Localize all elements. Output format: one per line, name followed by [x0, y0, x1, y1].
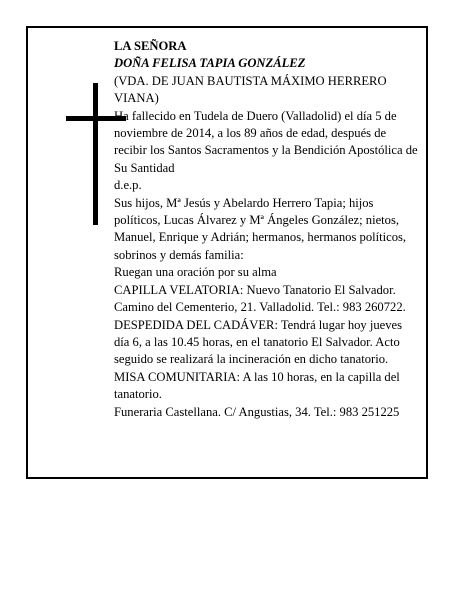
funeral-home-info: Funeraria Castellana. C/ Angustias, 34. Tel.: 983 251225 [114, 404, 400, 419]
cross-vertical-bar [93, 83, 98, 225]
farewell-info: DESPEDIDA DEL CADÁVER: Tendrá lugar hoy jueves día 6, a las 10.45 horas, en el tanatorio El Salvador. Acto seguido se realizará la incineración en dicho tanatorio. [114, 317, 403, 367]
notice-heading: LA SEÑORA [114, 39, 187, 53]
prayer-request: Ruegan una oración por su alma [114, 265, 277, 280]
death-announcement: Ha fallecido en Tudela de Duero (Valladolid) el día 5 de noviembre de 2014, a los 89 años de edad, después de recibir los Santos Sacramentos y la Bendición Apostólica de Su Santidad [114, 108, 418, 175]
deceased-name: DOÑA FELISA TAPIA GONZÁLEZ [114, 56, 306, 71]
rip-text: d.e.p. [114, 178, 142, 193]
wake-info: CAPILLA VELATORIA: Nuevo Tanatorio El Salvador. Camino del Cementerio, 21. Valladolid. Tel.: 983 260722. [114, 282, 406, 315]
mass-info: MISA COMUNITARIA: A las 10 horas, en la capilla del tanatorio. [114, 369, 400, 402]
notice-text [114, 38, 418, 421]
widow-of: (VDA. DE JUAN BAUTISTA MÁXIMO HERRERO VIANA) [114, 73, 387, 106]
family-list: Sus hijos, Mª Jesús y Abelardo Herrero Tapia; hijos políticos, Lucas Álvarez y Mª Ángeles González; nietos, Manuel, Enrique y Adrián; hermanos, hermanos políticos, sobrinos y demás familia: [114, 195, 407, 262]
